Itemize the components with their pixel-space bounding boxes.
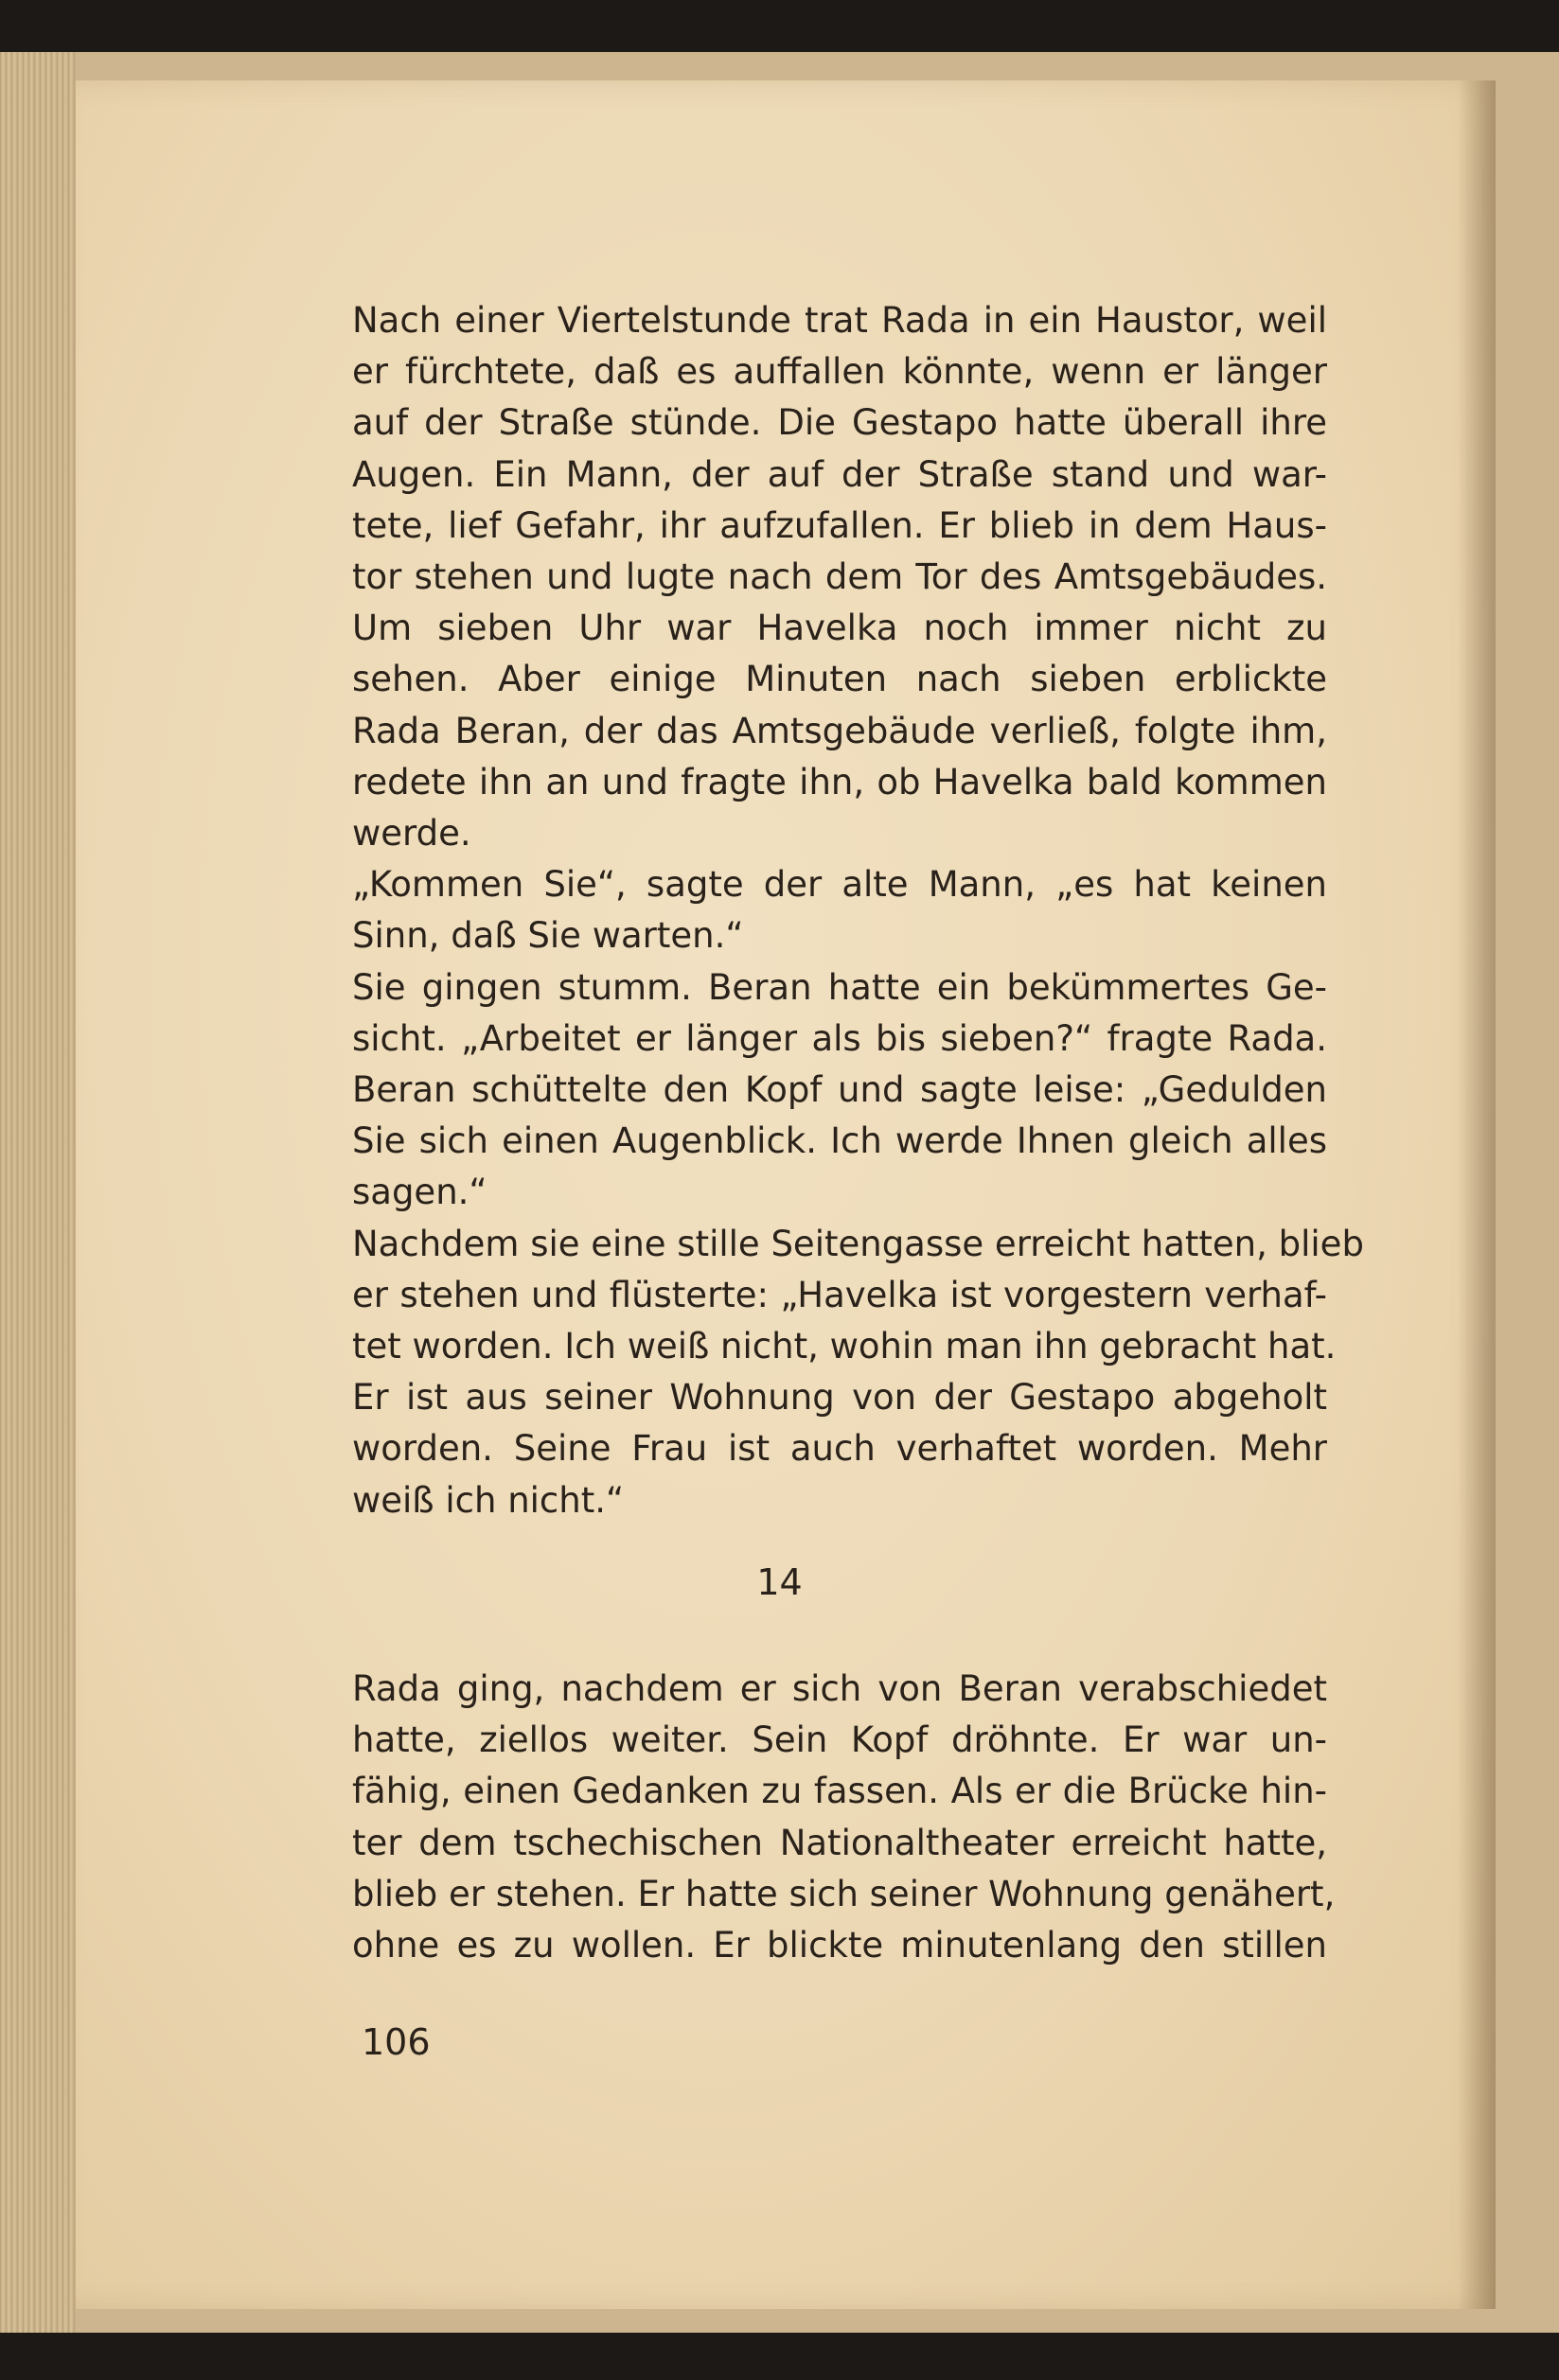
text-line: Nachdem sie eine stille Seitengasse erreicht hatten, blieb <box>352 1223 1364 1264</box>
text-line: sagen.“ <box>352 1172 487 1213</box>
text-line: ter dem tschechischen Nationaltheater erreicht hatte, <box>352 1822 1327 1863</box>
text-line: tete, lief Gefahr, ihr aufzufallen. Er blieb in dem Haus- <box>352 504 1327 546</box>
chapter-number: 14 <box>756 1561 803 1603</box>
text-line: worden. Seine Frau ist auch verhaftet worden. Mehr <box>352 1428 1327 1470</box>
text-line: weiß ich nicht.“ <box>352 1479 625 1521</box>
text-line: Er ist aus seiner Wohnung von der Gestapo abgeholt <box>352 1377 1327 1419</box>
text-line: sehen. Aber einige Minuten nach sieben erblickte <box>352 659 1327 700</box>
text-line: Sie sich einen Augenblick. Ich werde Ihnen gleich alles <box>352 1120 1327 1162</box>
text-line: hatte, ziellos weiter. Sein Kopf dröhnte. Er war un- <box>352 1719 1327 1761</box>
text-line: fähig, einen Gedanken zu fassen. Als er die Brücke hin- <box>352 1771 1327 1812</box>
text-line: auf der Straße stünde. Die Gestapo hatte überall ihre <box>352 402 1327 444</box>
text-line: Sie gingen stumm. Beran hatte ein bekümmertes Ge- <box>352 966 1327 1008</box>
text-line: werde. <box>352 813 471 855</box>
paragraph-block-1 <box>352 295 1364 1526</box>
page-number: 106 <box>362 2021 431 2063</box>
text-line: „Kommen Sie“, sagte der alte Mann, „es hat keinen <box>352 864 1327 906</box>
text-line: Beran schüttelte den Kopf und sagte leise: „Gedulden <box>352 1069 1327 1111</box>
page-gutter <box>1458 80 1496 2309</box>
text-line: Nach einer Viertelstunde trat Rada in ein Haustor, weil <box>352 300 1327 341</box>
text-line: tet worden. Ich weiß nicht, wohin man ihn gebracht hat. <box>352 1326 1337 1367</box>
text-line: tor stehen und lugte nach dem Tor des Amtsgebäudes. <box>352 556 1327 598</box>
text-line: sicht. „Arbeitet er länger als bis sieben?“ fragte Rada. <box>352 1017 1327 1059</box>
paragraph-block-2 <box>352 1664 1336 1971</box>
text-line: blieb er stehen. Er hatte sich seiner Wohnung genähert, <box>352 1873 1336 1914</box>
text-line: er stehen und flüsterte: „Havelka ist vorgestern verhaf- <box>352 1274 1327 1315</box>
text-line: Sinn, daß Sie warten.“ <box>352 915 744 957</box>
page-edges <box>0 52 76 2333</box>
text-line: Augen. Ein Mann, der auf der Straße stand und war- <box>352 453 1327 495</box>
text-line: Rada Beran, der das Amtsgebäude verließ, folgte ihm, <box>352 710 1327 751</box>
text-line: Um sieben Uhr war Havelka noch immer nicht zu <box>352 608 1327 649</box>
text-line: redete ihn an und fragte ihn, ob Havelka bald kommen <box>352 761 1327 802</box>
text-line: er fürchtete, daß es auffallen könnte, wenn er länger <box>352 351 1327 393</box>
text-line: ohne es zu wollen. Er blickte minutenlang den stillen <box>352 1925 1327 1966</box>
text-line: Rada ging, nachdem er sich von Beran verabschiedet <box>352 1668 1327 1709</box>
